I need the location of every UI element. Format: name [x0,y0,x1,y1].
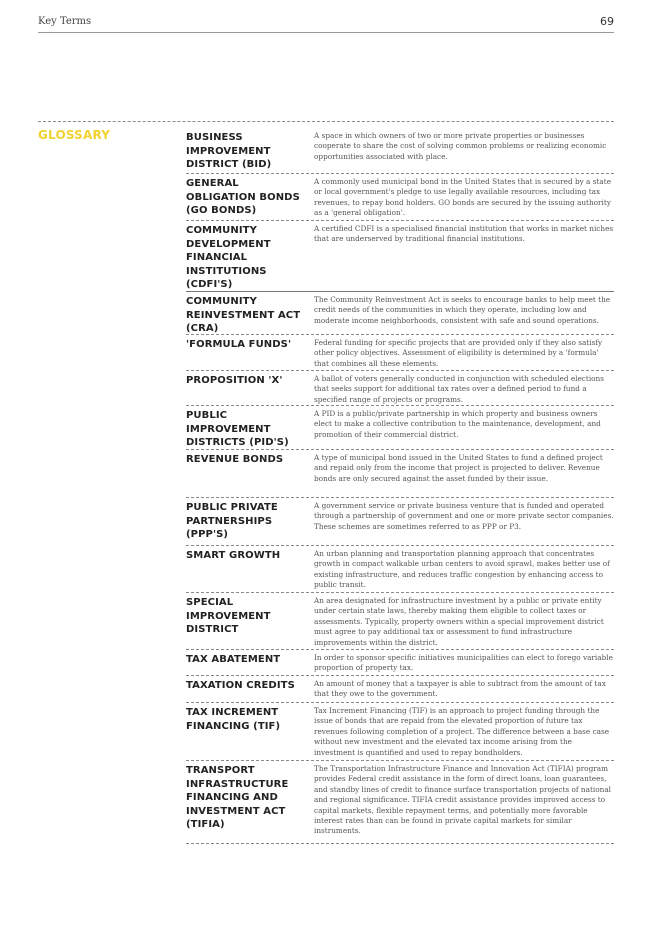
glossary-entry-ppp [186,498,614,546]
glossary-entry-go-bonds [186,174,614,221]
glossary-term: COMMUNITY DEVELOPMENT FINANCIAL INSTITUTIONS (CDFI'S) [186,225,271,290]
glossary-definition: A certified CDFI is a specialised financial institution that works in market niches that are underserved by traditional financial institutions. [314,224,614,244]
page-number: 69 [600,15,614,28]
glossary-entry-special-improvement-district [186,593,614,650]
glossary-definition: A ballot of voters generally conducted in conjunction with scheduled elections that seeks support for additional tax rates over a defined period to fund a specified range of projects or programs. [314,374,604,404]
glossary-definition: The Transportation Infrastructure Finance and Innovation Act (TIFIA) program provides Federal credit assistance in the form of direct loans, loan guarantees, and standby lines of credit to finance surface transportation projects of national and regional significance. TIFIA credit assistance provides improved access to capital markets, flexible repayment terms, and potentially more favorable interest rates than can be found in private capital markets for similar instruments. [314,764,612,836]
glossary-entry-tifia [186,761,614,844]
glossary-entry-pid [186,406,614,450]
glossary-entry-cdfi [186,221,614,292]
glossary-term: TAX INCREMENT FINANCING (TIF) [186,707,281,732]
glossary-term: 'FORMULA FUNDS' [186,339,292,350]
glossary-term: SPECIAL IMPROVEMENT DISTRICT [186,597,271,635]
section-title: GLOSSARY [38,128,111,142]
glossary-term: TRANSPORT INFRASTRUCTURE FINANCING AND INVESTMENT ACT (TIFIA) [186,765,289,830]
glossary-term: GENERAL OBLIGATION BONDS (GO BONDS) [186,178,300,216]
glossary-term: SMART GROWTH [186,550,281,561]
glossary-definition: A government service or private business venture that is funded and operated through a partnership of government and one or more private sector companies. These schemes are sometimes referred to as PPP or P3. [314,501,614,531]
glossary-entry-smart-growth [186,546,614,593]
glossary-entry-bid [186,128,614,174]
glossary-term: PUBLIC IMPROVEMENT DISTRICTS (PID'S) [186,410,289,448]
glossary-entry-tax-abatement [186,650,614,676]
glossary-definition: A commonly used municipal bond in the United States that is secured by a state or local government's pledge to use legally available resources, including tax revenues, to repay bond holders. GO bonds are secured by the issuing authority as a 'general obligation'. [314,177,612,218]
glossary-term: TAX ABATEMENT [186,654,281,665]
glossary-definition: Federal funding for specific projects that are provided only if they also satisfy other policy objectives. Assessment of eligibility is determined by a 'formula' that combines all these elements. [314,338,603,368]
glossary-definition: An area designated for infrastructure investment by a public or private entity under certain state laws, thereby making them eligible to collect taxes or assessments. Typically, property owners within a special improvement district must agree to pay additional tax or assessment to fund infrastructure improvements within the district. [314,596,604,647]
glossary-entry-revenue-bonds [186,450,614,498]
glossary-term: TAXATION CREDITS [186,680,295,691]
glossary-entry-taxation-credits [186,676,614,703]
glossary-term: PROPOSITION 'X' [186,375,283,386]
glossary-term: PUBLIC PRIVATE PARTNERSHIPS (PPP'S) [186,502,278,540]
glossary-entry-tif [186,703,614,761]
glossary-term: REVENUE BONDS [186,454,284,465]
glossary-definition: An urban planning and transportation planning approach that concentrates growth in compact walkable urban centers to avoid sprawl, makes better use of existing infrastructure, and reduces traffic congestion by enhancing access to public transit. [314,549,610,590]
section-divider [38,121,614,122]
glossary-definition: In order to sponsor specific initiatives municipalities can elect to forego variable proportion of property tax. [314,653,613,673]
glossary-definition: A space in which owners of two or more private properties or businesses cooperate to share the cost of solving common problems or realizing economic opportunities associated with place. [314,131,607,161]
glossary-definition: Tax Increment Financing (TIF) is an approach to project funding through the issue of bonds that are repaid from the elevated proportion of future tax revenues following completion of a project. The difference between a base case without new investment and the elevated tax income arising from the investment is quantified and used to repay bondholders. [314,706,610,757]
glossary-definition: An amount of money that a taxpayer is able to subtract from the amount of tax that they owe to the government. [314,679,606,699]
glossary-definition: The Community Reinvestment Act is seeks to encourage banks to help meet the credit needs of the communities in which they operate, including low and moderate income neighborhoods, consistent with safe and sound operations. [314,295,611,325]
glossary-entry-formula-funds [186,335,614,371]
glossary-term: COMMUNITY REINVESTMENT ACT (CRA) [186,296,301,334]
glossary-definition: A type of municipal bond issued in the United States to fund a defined project and repaid only from the income that project is projected to deliver. Revenue bonds are only secured against the asset funded by their issue. [314,453,603,483]
glossary-entry-cra [186,292,614,335]
glossary-list [186,128,614,844]
glossary-definition: A PID is a public/private partnership in which property and business owners elect to make a collective contribution to the maintenance, development, and promotion of their commercial district. [314,409,601,439]
running-header: Key Terms [38,16,92,27]
glossary-entry-proposition-x [186,371,614,406]
glossary-term: BUSINESS IMPROVEMENT DISTRICT (BID) [186,132,272,170]
header-divider [38,32,614,33]
